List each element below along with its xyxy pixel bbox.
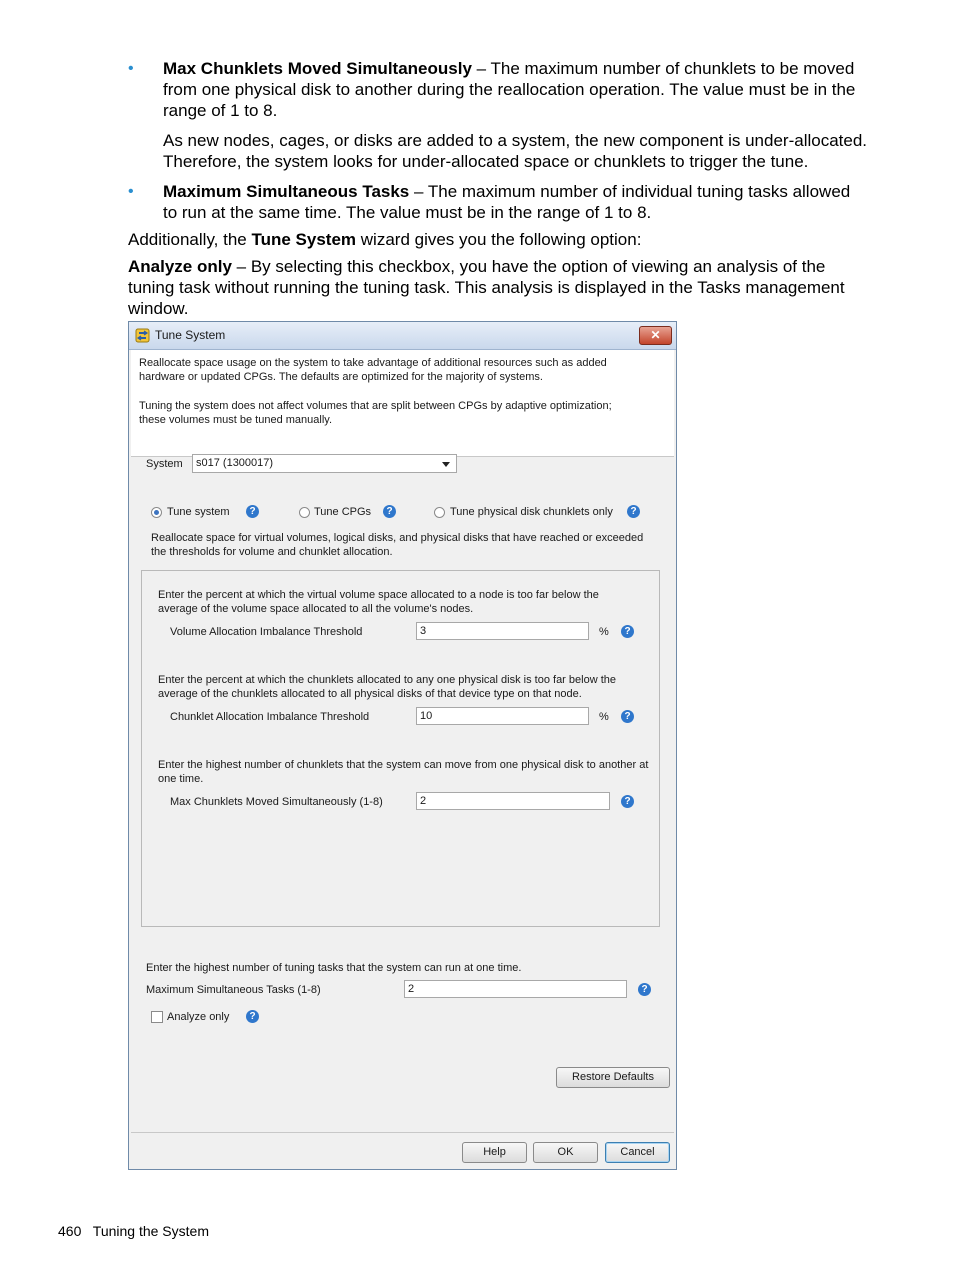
analyze-only-checkbox[interactable]: [151, 1011, 163, 1023]
chunklet-threshold-label: Chunklet Allocation Imbalance Threshold: [170, 711, 370, 723]
tune-system-icon: [135, 328, 150, 343]
chevron-down-icon: [442, 462, 450, 467]
help-icon[interactable]: ?: [383, 505, 396, 518]
restore-defaults-button[interactable]: Restore Defaults: [556, 1067, 670, 1088]
help-button[interactable]: Help: [462, 1142, 527, 1163]
help-icon[interactable]: ?: [621, 625, 634, 638]
max-tasks-description: Enter the highest number of tuning tasks that the system can run at one time.: [146, 962, 522, 974]
system-select[interactable]: [192, 454, 457, 473]
bullet-dot: •: [128, 183, 134, 200]
dialog-title: Tune System: [155, 328, 226, 342]
paragraph-additionally: Additionally, the Tune System wizard gives you the following option:: [128, 230, 642, 249]
page-footer: [58, 1223, 209, 1239]
document-text: [128, 58, 868, 325]
term-max-chunklets: Max Chunklets Moved Simultaneously: [163, 59, 472, 78]
footer-section-title: Tuning the System: [92, 1223, 209, 1239]
tune-system-dialog: [128, 321, 677, 1170]
max-chunklets-description: Enter the highest number of chunklets that the system can move from one physical disk to another at one time.: [158, 759, 649, 785]
help-icon[interactable]: ?: [627, 505, 640, 518]
help-icon[interactable]: ?: [246, 505, 259, 518]
radio-tune-pd-label[interactable]: Tune physical disk chunklets only: [450, 506, 613, 518]
bullet-max-tasks: [128, 181, 868, 223]
system-select-value: s017 (1300017): [196, 457, 274, 469]
bullet-max-chunklets: [128, 58, 868, 172]
radio-tune-system-label[interactable]: Tune system: [167, 506, 230, 518]
help-icon[interactable]: ?: [621, 710, 634, 723]
info-text-adaptive: Tuning the system does not affect volumes that are split between CPGs by adaptive optimization; these volumes must be tuned manually.: [139, 400, 612, 426]
chunklet-threshold-input[interactable]: 10: [416, 707, 589, 725]
cancel-button[interactable]: Cancel: [605, 1142, 670, 1163]
volume-threshold-label: Volume Allocation Imbalance Threshold: [170, 626, 363, 638]
radio-tune-cpgs-label[interactable]: Tune CPGs: [314, 506, 372, 518]
radio-tune-system[interactable]: [151, 507, 162, 518]
button-bar-divider: [131, 1132, 674, 1133]
paragraph-under-allocated: As new nodes, cages, or disks are added to a system, the new component is under-allocated. Therefore, the system looks for under-allocated space or chunklets to trigger the tune.: [163, 131, 868, 171]
analyze-only-label[interactable]: Analyze only: [167, 1011, 230, 1023]
chunklet-threshold-description: Enter the percent at which the chunklets allocated to any one physical disk is too far below the average of the chunklets allocated to all physical disks of that device type on that node.: [158, 674, 616, 700]
bullet-dot: •: [128, 60, 134, 77]
max-tasks-input[interactable]: 2: [404, 980, 627, 998]
close-button[interactable]: ✕: [639, 326, 672, 345]
percent-unit: %: [599, 711, 609, 723]
help-icon[interactable]: ?: [246, 1010, 259, 1023]
ok-button[interactable]: OK: [533, 1142, 598, 1163]
volume-threshold-description: Enter the percent at which the virtual volume space allocated to a node is too far below the average of the volume space allocated to all the volume's nodes.: [158, 589, 599, 615]
radio-tune-pd-chunklets[interactable]: [434, 507, 445, 518]
help-icon[interactable]: ?: [621, 795, 634, 808]
term-max-tasks: Maximum Simultaneous Tasks: [163, 182, 410, 201]
max-tasks-label: Maximum Simultaneous Tasks (1-8): [146, 984, 321, 996]
radio-tune-cpgs[interactable]: [299, 507, 310, 518]
volume-threshold-input[interactable]: 3: [416, 622, 589, 640]
dialog-titlebar: [129, 322, 676, 350]
info-text-reallocate: Reallocate space usage on the system to take advantage of additional resources such as added hardware or updated CPGs. The defaults are optimized for the majority of systems.: [139, 357, 607, 383]
paragraph-analyze-only: Analyze only – By selecting this checkbox, you have the option of viewing an analysis of the tuning task without running the tuning task. This analysis is displayed in the Tasks management window.: [128, 257, 845, 318]
percent-unit: %: [599, 626, 609, 638]
system-label: System: [146, 458, 183, 470]
max-chunklets-label: Max Chunklets Moved Simultaneously (1-8): [170, 796, 383, 808]
thresholds-panel: [141, 570, 660, 927]
dialog-info-panel: [131, 350, 674, 457]
def-max-tasks: – The maximum number of individual tuning tasks allowed to run at the same time. The value must be in the range of 1 to 8.: [163, 182, 851, 222]
help-icon[interactable]: ?: [638, 983, 651, 996]
page-number: 460: [58, 1223, 82, 1239]
def-max-chunklets: – The maximum number of chunklets to be moved from one physical disk to another during the reallocation operation. The value must be in the range of 1 to 8.: [163, 59, 856, 120]
reallocate-description: Reallocate space for virtual volumes, logical disks, and physical disks that have reached or exceeded the thresholds for volume and chunklet allocation.: [151, 532, 644, 558]
max-chunklets-input[interactable]: 2: [416, 792, 610, 810]
